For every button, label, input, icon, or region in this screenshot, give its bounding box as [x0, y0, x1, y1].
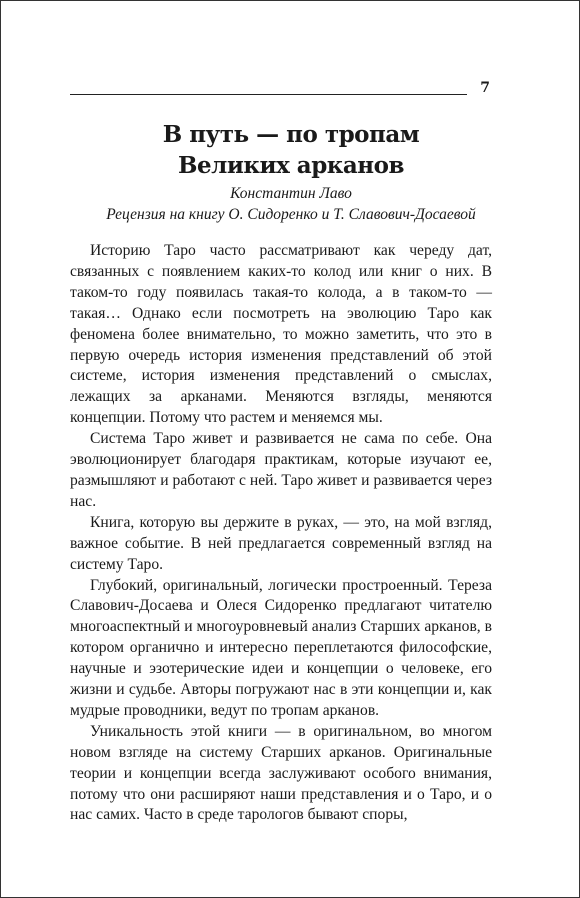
review-subtitle: Рецензия на книгу О. Сидоренко и Т. Славович-Досаевой	[106, 206, 476, 223]
paragraph: Уникальность этой книги — в оригинальном, во многом новом взгляде на систему Старших арканов. Оригинальные теории и концепции всегда заслуживают особого внимания, потому что они расширяют наши представления и о Таро, и о нас самих. Часто в среде тарологов бывают споры,	[70, 722, 492, 824]
paragraph: Книга, которую вы держите в руках, — это, на мой взгляд, важное событие. В ней предлагается современный взгляд на систему Таро.	[70, 513, 492, 573]
header-rule	[70, 94, 467, 95]
chapter-title	[1, 119, 580, 181]
paragraph: Система Таро живет и развивается не сама по себе. Она эволюционирует благодаря практикам, которые изучают ее, размышляют и работают с ней. Таро живет и развивается через нас.	[70, 430, 492, 510]
chapter-title-line-1: В путь — по тропам	[162, 121, 420, 148]
paragraph: Историю Таро часто рассматривают как череду дат, связанных с появлением каких-то колод или книг о них. В таком-то году появилась такая-то колода, а в таком-то — такая… Однако если посмотреть на эволюцию Таро как феномена более внимательно, то можно заметить, что это в первую очередь история изменения представлений об этой системе, история изменения представлений о смыслах, лежащих за арканами. Меняются взгляды, меняются концепции. Потому что растем и меняемся мы.	[70, 242, 492, 427]
body-text	[70, 241, 492, 826]
author-name: Константин Лаво	[230, 185, 352, 202]
chapter-title-line-2: Великих арканов	[178, 152, 404, 179]
paragraph: Глубокий, оригинальный, логически простроенный. Тереза Славович-Досаева и Олеся Сидоренко предлагают читателю многоаспектный и многоуровневый анализ Старших арканов, в котором органично и интересно переплетаются философские, научные и эзотерические идеи и концепции о человеке, его жизни и судьбе. Авторы погружают нас в эти концепции и, как мудрые проводники, ведут по тропам арканов.	[70, 576, 492, 719]
page-number: 7	[480, 80, 490, 96]
